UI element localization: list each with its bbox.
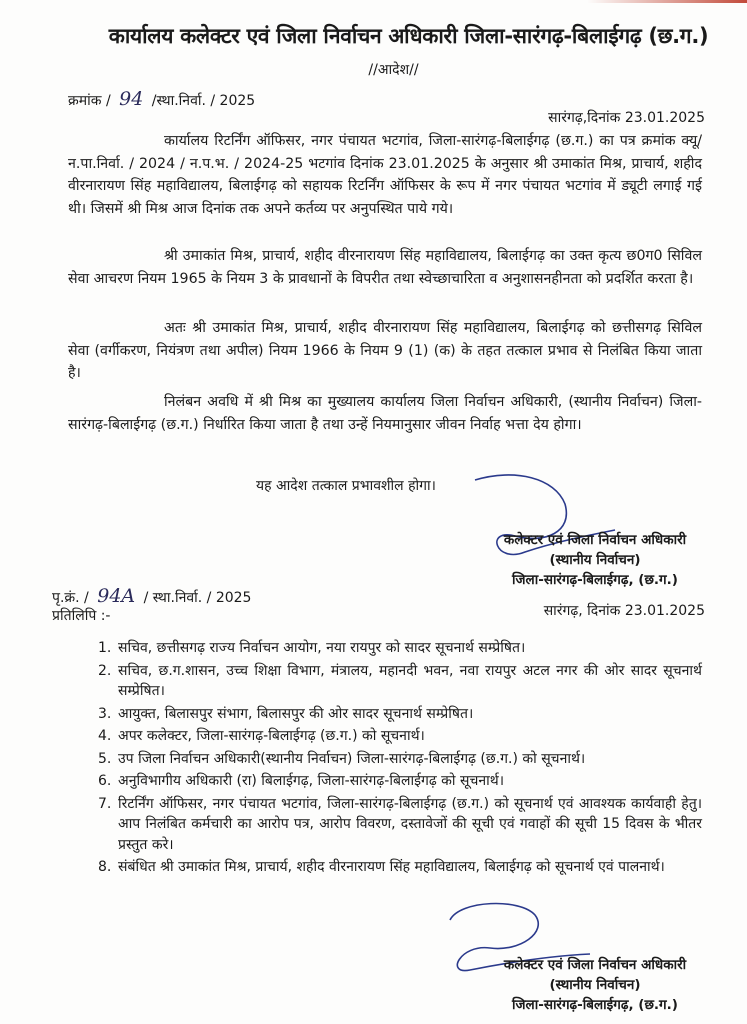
copy-ref-prefix: पृ.क्रं. / (52, 590, 89, 606)
signatory-sub: (स्थानीय निर्वाचन) (549, 552, 641, 568)
list-item: 2. सचिव, छ.ग.शासन, उच्च शिक्षा विभाग, मंत्रालय, महानदी भवन, नवा रायपुर अटल नगर की ओर सादर सूचनार्थ सम्प्रेषित। (98, 662, 702, 699)
list-item: 4. अपर कलेक्टर, जिला-सारंगढ़-बिलाईगढ़ (छ.ग.) को सूचनार्थ। (98, 728, 425, 744)
list-item: 7. रिटर्निंग ऑफिसर, नगर पंचायत भटगांव, जिला-सारंगढ़-बिलाईगढ़ (छ.ग.) को सूचनार्थ एवं आवश्यक कार्यवाही हेतु। आप निलंबित कर्मचारी का आरोप पत्र, आरोप विवरण, दस्तावेजों की सूची एवं गवाहों की सूची 15 दिवस के भीतर प्रस्तुत करे। (98, 795, 702, 853)
body-paragraph-3: अतः श्री उमाकांत मिश्र, प्राचार्य, शहीद वीरनारायण सिंह महाविद्यालय, बिलाईगढ़ को छत्तीसगढ़ सिविल सेवा (वर्गीकरण, नियंत्रण तथा अपील) नियम 1966 के नियम 9 (1) (क) के तहत तत्काल प्रभाव से निलंबित किया जाता है। (68, 320, 702, 381)
list-item: 6. अनुविभागीय अधिकारी (रा) बिलाईगढ़, जिला-सारंगढ़-बिलाईगढ़ को सूचनार्थ। (98, 773, 505, 789)
body-paragraph-1: कार्यालय रिटर्निंग ऑफिसर, नगर पंचायत भटगांव, जिला-सारंगढ़-बिलाईगढ़ (छ.ग.) का पत्र क्रमांक क्यू/न.पा.निर्वा. / 2024 / न.प.भ. / 2024-25 भटगांव दिनांक 23.01.2025 के अनुसार श्री उमाकांत मिश्र, प्राचार्य, शहीद वीरनारायण सिंह महाविद्यालय, बिलाईगढ़ को सहायक रिटर्निंग ऑफिसर के रूप में नगर पंचायत भटगांव में ड्यूटी लगाई गई थी। जिसमें श्री मिश्र आज दिनांक तक अपने कर्तव्य पर अनुपस्थित पाये गये। (68, 133, 702, 217)
copy-place-date: सारंगढ़, दिनांक 23.01.2025 (543, 603, 705, 619)
signatory-designation: कलेक्टर एवं जिला निर्वाचन अधिकारी (503, 957, 687, 973)
signatory-district: जिला-सारंगढ़-बिलाईगढ़, (छ.ग.) (512, 997, 678, 1013)
list-item: 8. संबंधित श्री उमाकांत मिश्र, प्राचार्य, शहीद वीरनारायण सिंह महाविद्यालय, बिलाईगढ़ को सूचनार्थ एवं पालनार्थ। (98, 859, 665, 875)
copy-number-handwritten: 94A (97, 585, 136, 607)
order-place-date: सारंगढ़,दिनांक 23.01.2025 (548, 110, 705, 126)
signature-block-2 (470, 955, 720, 1015)
list-item: 5. उप जिला निर्वाचन अधिकारी(स्थानीय निर्वाचन) जिला-सारंगढ़-बिलाईगढ़ (छ.ग.) को सूचनार्थ। (98, 750, 586, 767)
copy-label: प्रतिलिपि :- (52, 608, 111, 624)
copy-recipient-list (98, 638, 702, 880)
list-item: 1. सचिव, छत्तीसगढ़ राज्य निर्वाचन आयोग, नया रायपुर को सादर सूचनार्थ सम्प्रेषित। (98, 640, 526, 656)
order-ref-suffix: /स्था.निर्वा. / 2025 (151, 93, 256, 109)
copy-reference (52, 585, 251, 607)
order-ref-prefix: क्रमांक / (68, 93, 111, 109)
order-number-handwritten: 94 (119, 88, 144, 110)
office-title: कार्यालय कलेक्टर एवं जिला निर्वाचन अधिकारी जिला-सारंगढ़-बिलाईगढ़ (छ.ग.) (108, 24, 709, 48)
body-paragraph-4: निलंबन अवधि में श्री मिश्र का मुख्यालय कार्यालय जिला निर्वाचन अधिकारी, (स्थानीय निर्वाचन) जिला-सारंगढ़-बिलाईगढ़ (छ.ग.) निर्धारित किया जाता है तथा उन्हें नियमानुसार जीवन निर्वाह भत्ता देय होगा। (68, 394, 702, 433)
signatory-sub: (स्थानीय निर्वाचन) (549, 977, 641, 993)
signature-block-1 (470, 530, 720, 590)
list-item: 3. आयुक्त, बिलासपुर संभाग, बिलासपुर की ओर सादर सूचनार्थ सम्प्रेषित। (98, 705, 474, 722)
body-paragraph-2: श्री उमाकांत मिश्र, प्राचार्य, शहीद वीरनारायण सिंह महाविद्यालय, बिलाईगढ़ का उक्त कृत्य छ0ग0 सिविल सेवा आचरण नियम 1965 के नियम 3 के प्रावधानों के विपरीत तथा स्वेच्छाचारिता व अनुशासनहीनता को प्रदर्शित करता है। (68, 248, 702, 287)
order-label: //आदेश// (368, 62, 419, 78)
order-reference (68, 88, 255, 110)
signatory-district: जिला-सारंगढ़-बिलाईगढ़, (छ.ग.) (512, 572, 678, 588)
effective-statement: यह आदेश तत्काल प्रभावशील होगा। (256, 478, 436, 494)
copy-ref-suffix: / स्था.निर्वा. / 2025 (143, 590, 252, 606)
signatory-designation: कलेक्टर एवं जिला निर्वाचन अधिकारी (503, 532, 687, 548)
page-edge-accent (587, 0, 747, 3)
